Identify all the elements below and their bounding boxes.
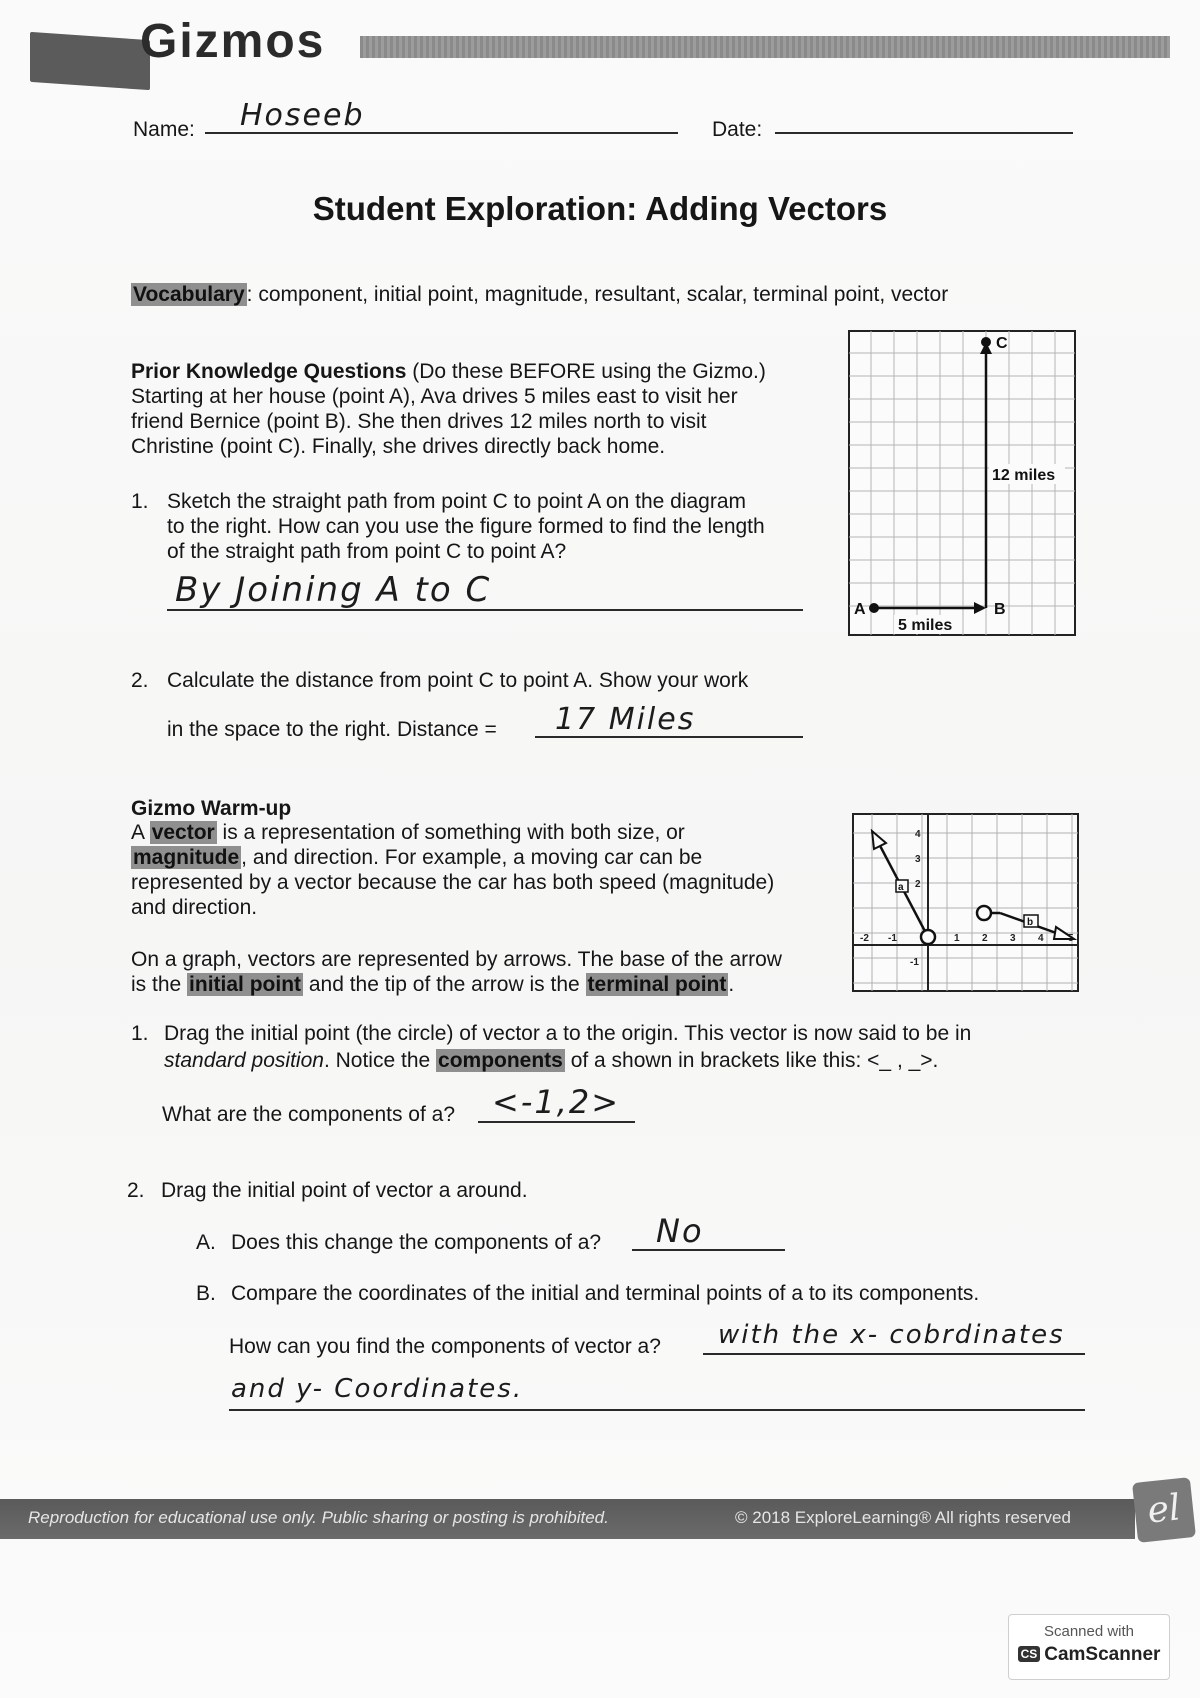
warmup-line-5: On a graph, vectors are represented by arrows. The base of the arrow xyxy=(131,948,782,971)
tick-x-2: 2 xyxy=(982,933,988,944)
name-handwriting: Hoseeb xyxy=(240,98,365,133)
label-12-miles: 12 miles xyxy=(992,467,1056,484)
vocabulary-terms: : component, initial point, magnitude, resultant, scalar, terminal point, vector xyxy=(246,283,949,306)
path-diagram xyxy=(848,330,1078,638)
warmup-line-6 xyxy=(131,972,734,998)
prior-q1-number: 1. xyxy=(131,490,149,513)
prior-q1-line-1: Sketch the straight path from point C to point A on the diagram xyxy=(167,490,747,513)
warmup-q1-ask: What are the components of a? xyxy=(162,1103,456,1126)
label-point-c: C xyxy=(996,335,1008,352)
footer-reproduction-notice: Reproduction for educational use only. Public sharing or posting is prohibited. xyxy=(28,1508,609,1527)
warmup-q2b-label: B. xyxy=(196,1282,216,1305)
label-point-b: B xyxy=(994,601,1006,618)
vector-b-initial-point[interactable] xyxy=(977,906,991,920)
tick-x-minus-1: -1 xyxy=(888,933,897,944)
tick-x-1: 1 xyxy=(954,933,960,944)
warmup-q2a-label: A. xyxy=(196,1231,216,1254)
q2b-answer-2: and y- Coordinates. xyxy=(231,1374,524,1404)
warmup-text: . xyxy=(728,973,735,996)
prior-heading-note: (Do these BEFORE using the Gizmo.) xyxy=(406,360,766,383)
vocabulary-label: Vocabulary xyxy=(133,283,245,306)
term-components: components xyxy=(438,1049,563,1072)
q2b-answer-1: with the x- cobrdinates xyxy=(718,1320,1065,1350)
camscanner-name: CamScanner xyxy=(1044,1644,1161,1665)
term-magnitude: magnitude xyxy=(133,846,240,869)
warmup-text: . Notice the xyxy=(323,1049,437,1072)
tick-y-4: 4 xyxy=(915,829,921,840)
warmup-text: and the tip of the arrow is the xyxy=(303,973,586,996)
warmup-line-1 xyxy=(131,820,685,846)
prior-heading: Prior Knowledge Questions xyxy=(131,360,407,383)
prior-q1-line-2: to the right. How can you use the figure formed to find the length xyxy=(167,515,765,538)
distance-answer: 17 Miles xyxy=(555,702,696,737)
vector-diagram xyxy=(852,813,1080,993)
tick-x-minus-2: -2 xyxy=(860,933,869,944)
warmup-text: , and direction. For example, a moving car can be xyxy=(241,846,703,869)
warmup-text: is the xyxy=(131,973,188,996)
prior-line-2: friend Bernice (point B). She then drives 12 miles north to visit xyxy=(131,410,707,433)
vector-diagram-frame xyxy=(853,814,1078,991)
prior-q1-line-3: of the straight path from point C to point A? xyxy=(167,540,567,563)
standard-position-text: standard position xyxy=(164,1049,324,1072)
footer-copyright: © 2018 ExploreLearning® All rights reserved xyxy=(735,1508,1071,1527)
warmup-line-2 xyxy=(131,845,702,871)
warmup-text: is a representation of something with both size, or xyxy=(216,821,685,844)
warmup-q1-number: 1. xyxy=(131,1022,149,1045)
vector-a-initial-point[interactable] xyxy=(921,930,935,944)
q2a-answer: No xyxy=(656,1212,704,1250)
explorelearning-logo: el xyxy=(1132,1477,1196,1543)
term-initial-point: initial point xyxy=(189,973,302,996)
camscanner-icon: CS xyxy=(1018,1646,1041,1662)
warmup-text: A xyxy=(131,821,150,844)
warmup-q2a-text: Does this change the components of a? xyxy=(231,1231,602,1254)
prior-line-3: Christine (point C). Finally, she drives directly back home. xyxy=(131,435,666,458)
warmup-text: of a shown in brackets like this: <_ , _>. xyxy=(564,1049,939,1072)
vector-b-label: b xyxy=(1027,917,1034,928)
warmup-q2b-text: Compare the coordinates of the initial and terminal points of a to its components. xyxy=(231,1282,980,1305)
header-bar xyxy=(360,36,1170,58)
date-label: Date: xyxy=(712,118,763,141)
page-title: Student Exploration: Adding Vectors xyxy=(312,190,888,227)
gizmos-logo-text: Gizmos xyxy=(140,15,326,68)
tick-y-minus-1: -1 xyxy=(910,957,919,968)
warmup-q2b-ask: How can you find the components of vector a? xyxy=(229,1335,661,1358)
warmup-line-4: and direction. xyxy=(131,896,258,919)
label-5-miles: 5 miles xyxy=(898,617,953,634)
warmup-line-3: represented by a vector because the car has both speed (magnitude) xyxy=(131,871,775,894)
tick-y-2: 2 xyxy=(915,879,921,890)
tick-x-3: 3 xyxy=(1010,933,1016,944)
warmup-heading: Gizmo Warm-up xyxy=(131,797,292,820)
prior-line-1: Starting at her house (point A), Ava drives 5 miles east to visit her xyxy=(131,385,738,408)
warmup-q2-text: Drag the initial point of vector a around. xyxy=(161,1179,528,1202)
name-label: Name: xyxy=(133,118,195,141)
vector-a-label: a xyxy=(898,882,904,893)
tick-x-4: 4 xyxy=(1038,933,1044,944)
term-terminal-point: terminal point xyxy=(587,973,727,996)
components-answer: <-1,2> xyxy=(492,1083,621,1121)
scanned-with-text: Scanned with xyxy=(1043,1623,1135,1640)
term-vector: vector xyxy=(151,821,215,844)
date-field[interactable] xyxy=(775,110,1073,134)
prior-q2-line-2: in the space to the right. Distance = xyxy=(167,718,497,741)
point-a-marker xyxy=(869,603,879,613)
prior-heading-line xyxy=(131,359,766,385)
point-c-marker xyxy=(981,337,991,347)
vocabulary-line xyxy=(131,282,948,308)
warmup-q2-number: 2. xyxy=(127,1179,145,1202)
prior-q1-answer: By Joining A to C xyxy=(175,570,492,610)
camscanner-brand xyxy=(1009,1644,1169,1666)
label-point-a: A xyxy=(854,601,866,618)
warmup-q1-line-2 xyxy=(164,1048,938,1074)
camscanner-watermark xyxy=(1008,1614,1170,1680)
prior-q2-line-1: Calculate the distance from point C to point A. Show your work xyxy=(167,669,749,692)
gizmos-logo-tab xyxy=(30,32,150,90)
prior-q2-number: 2. xyxy=(131,669,149,692)
q2a-answer-line[interactable] xyxy=(632,1225,785,1251)
tick-y-3: 3 xyxy=(915,854,921,865)
warmup-q1-line-1: Drag the initial point (the circle) of vector a to the origin. This vector is now said to be in xyxy=(164,1022,972,1045)
